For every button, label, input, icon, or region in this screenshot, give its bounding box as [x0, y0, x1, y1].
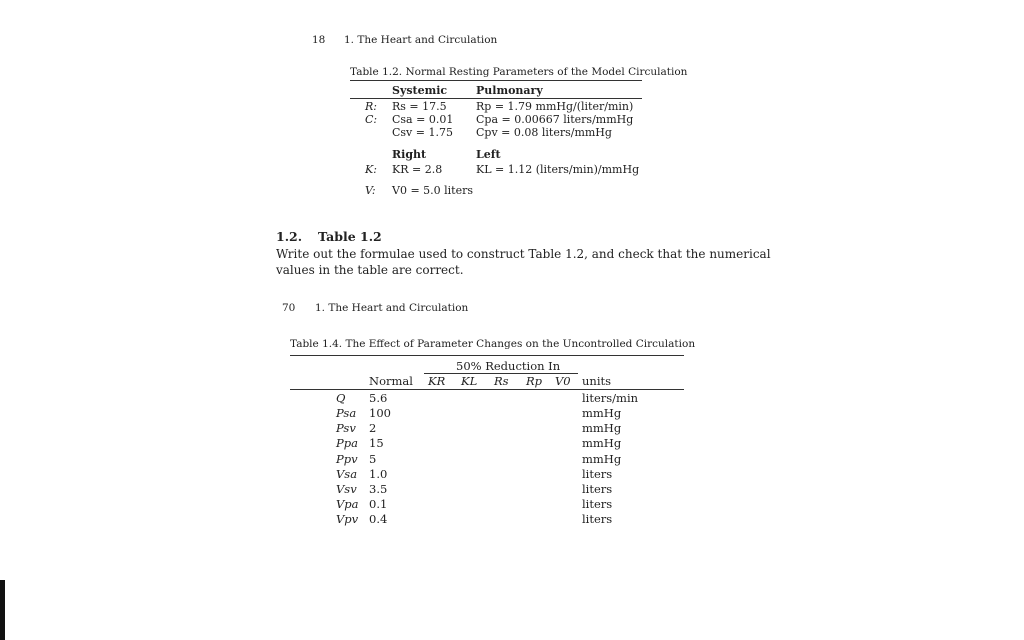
- row-label-c: C:: [365, 113, 378, 126]
- cell-kl: KL = 1.12 (liters/min)/mmHg: [476, 163, 640, 176]
- row-normal: 15: [369, 436, 384, 450]
- exercise-text-line-1: Write out the formulae used to construct Table 1.2, and check that the numerical: [276, 247, 771, 261]
- row-units: mmHg: [582, 436, 622, 450]
- col-header-units: units: [582, 374, 612, 388]
- exercise-text-line-2: values in the table are correct.: [276, 263, 464, 277]
- row-normal: 5: [369, 452, 377, 466]
- group-header: 50% Reduction In: [456, 359, 561, 373]
- page-number: 18: [312, 34, 326, 46]
- row-normal: 0.4: [369, 512, 388, 526]
- cell-csa: Csa = 0.01: [392, 113, 454, 126]
- cell-cpa: Cpa = 0.00667 liters/mmHg: [476, 113, 634, 126]
- row-units: liters: [582, 482, 613, 496]
- cell-rs: Rs = 17.5: [392, 100, 447, 113]
- row-symbol: Psv: [336, 421, 356, 435]
- running-head-2: 1. The Heart and Circulation: [315, 302, 469, 314]
- cell-v0: V0 = 5.0 liters: [392, 184, 474, 197]
- col-header-left: Left: [476, 148, 501, 161]
- col-header-systemic: Systemic: [392, 84, 448, 97]
- row-units: mmHg: [582, 421, 622, 435]
- col-header-right: Right: [392, 148, 427, 161]
- table2-top-rule: [290, 355, 684, 356]
- row-label-r: R:: [365, 100, 377, 113]
- row-normal: 1.0: [369, 467, 388, 481]
- row-normal: 100: [369, 406, 391, 420]
- running-head: 1. The Heart and Circulation: [344, 34, 498, 46]
- cell-rp: Rp = 1.79 mmHg/(liter/min): [476, 100, 634, 113]
- scan-edge-shadow: [0, 580, 5, 640]
- row-symbol: Ppv: [336, 452, 358, 466]
- table-caption: Table 1.2. Normal Resting Parameters of the Model Circulation: [350, 66, 688, 78]
- row-symbol: Ppa: [336, 436, 358, 450]
- table-top-rule: [350, 80, 642, 81]
- row-symbol: Vpv: [336, 512, 359, 526]
- row-symbol: Vpa: [336, 497, 359, 511]
- row-normal: 5.6: [369, 391, 388, 405]
- row-units: liters: [582, 497, 613, 511]
- col-header-kr: KR: [428, 374, 446, 388]
- row-units: liters: [582, 512, 613, 526]
- row-symbol: Vsv: [336, 482, 357, 496]
- row-units: mmHg: [582, 452, 622, 466]
- row-symbol: Q: [336, 391, 346, 405]
- cell-cpv: Cpv = 0.08 liters/mmHg: [476, 126, 612, 139]
- row-units: liters: [582, 467, 613, 481]
- cell-kr: KR = 2.8: [392, 163, 443, 176]
- table-header-rule: [350, 98, 642, 99]
- row-normal: 0.1: [369, 497, 388, 511]
- table2-header-rule: [290, 389, 684, 390]
- row-normal: 2: [369, 421, 377, 435]
- table-caption-2: Table 1.4. The Effect of Parameter Changes on the Uncontrolled Circulation: [290, 338, 696, 350]
- col-header-pulmonary: Pulmonary: [476, 84, 543, 97]
- exercise-number: 1.2.: [276, 229, 303, 244]
- row-label-v: V:: [365, 184, 376, 197]
- row-units: mmHg: [582, 406, 622, 420]
- exercise-title: Table 1.2: [318, 229, 382, 244]
- col-header-rp: Rp: [526, 374, 543, 388]
- row-symbol: Vsa: [336, 467, 358, 481]
- col-header-normal: Normal: [369, 374, 413, 388]
- row-label-k: K:: [365, 163, 377, 176]
- row-normal: 3.5: [369, 482, 388, 496]
- row-symbol: Psa: [336, 406, 357, 420]
- cell-csv: Csv = 1.75: [392, 126, 453, 139]
- page-number-2: 70: [282, 302, 296, 314]
- row-units: liters/min: [582, 391, 639, 405]
- col-header-kl: KL: [461, 374, 478, 388]
- col-header-rs: Rs: [494, 374, 509, 388]
- col-header-v0: V0: [555, 374, 571, 388]
